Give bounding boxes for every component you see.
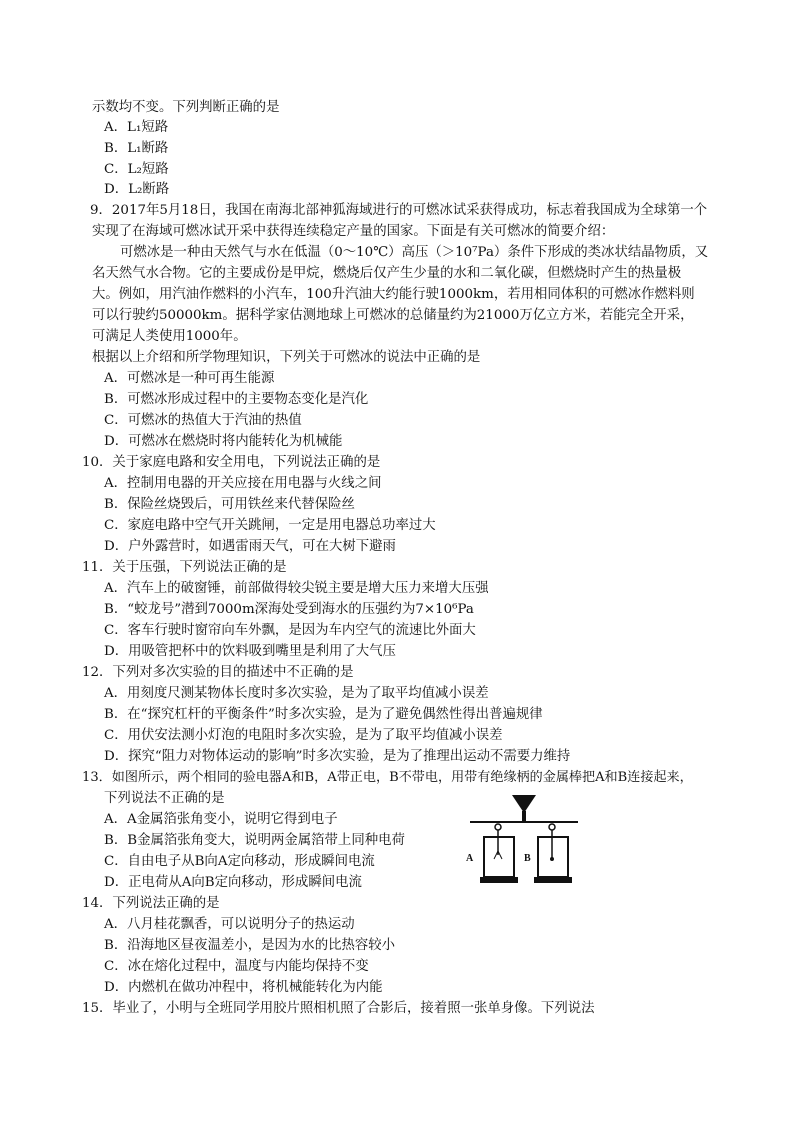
figure-label-b: B (524, 853, 531, 864)
q10-option-c: C．家庭电路中空气开关跳闸，一定是用电器总功率过大 (104, 518, 436, 533)
q9-option-d: D．可燃冰在燃烧时将内能转化为机械能 (104, 434, 343, 449)
q14-option-b: B．沿海地区昼夜温差小，是因为水的比热容较小 (104, 938, 396, 953)
electroscope-figure (462, 793, 586, 893)
q9-passage-line-1: 可燃冰是一种由天然气与水在低温（0～10℃）高压（＞10⁷Pa）条件下形成的类冰状结晶物质，又 (120, 245, 709, 260)
q8-option-d: D．L₂断路 (104, 182, 170, 197)
q15-stem: 15．毕业了，小明与全班同学用胶片照相机照了合影后，接着照一张单身像。下列说法 (82, 1001, 595, 1016)
q8-option-b: B．L₁断路 (104, 141, 169, 156)
q12-option-c: C．用伏安法测小灯泡的电阻时多次实验，是为了取平均值减小误差 (104, 728, 503, 743)
electroscope-a (480, 824, 518, 883)
q13-option-a: A．A金属箔张角变小，说明它得到电子 (104, 812, 338, 827)
q14-option-d: D．内燃机在做功冲程中，将机械能转化为内能 (104, 980, 383, 995)
q11-stem: 11．关于压强，下列说法正确的是 (82, 560, 287, 575)
electroscope-b (534, 824, 572, 883)
q10-option-a: A．控制用电器的开关应接在用电器与火线之间 (104, 476, 382, 491)
q11-option-d: D．用吸管把杯中的饮料吸到嘴里是利用了大气压 (104, 644, 396, 659)
q11-option-c: C．客车行驶时窗帘向车外飘，是因为车内空气的流速比外面大 (104, 623, 476, 638)
q9-question: 根据以上介绍和所学物理知识，下列关于可燃冰的说法中正确的是 (92, 350, 481, 365)
q14-stem: 14．下列说法正确的是 (82, 896, 220, 911)
q11-option-b: B．“蛟龙号”潜到7000m深海处受到海水的压强约为7×10⁶Pa (104, 602, 474, 617)
insulated-handle (512, 795, 536, 813)
q9-passage-line-5: 可满足人类使用1000年。 (92, 329, 247, 344)
q9-passage-line-2: 名天然气水合物。它的主要成份是甲烷，燃烧后仅产生少量的水和二氧化碳，但燃烧时产生的热量极 (92, 266, 682, 281)
handle-stem (522, 811, 526, 821)
q13-option-c: C．自由电子从B向A定向移动，形成瞬间电流 (104, 854, 375, 869)
q9-stem-line-2: 实现了在海域可燃冰试开采中获得连续稳定产量的国家。下面是有关可燃冰的简要介绍： (92, 224, 615, 239)
q9-stem-line-1: 9．2017年5月18日，我国在南海北部神狐海域进行的可燃冰试采获得成功，标志着我国成为全球第一个 (90, 203, 708, 218)
electroscope-diagram (462, 793, 586, 893)
q10-option-b: B．保险丝烧毁后，可用铁丝来代替保险丝 (104, 497, 355, 512)
q11-option-a: A．汽车上的破窗锤，前部做得较尖锐主要是增大压力来增大压强 (104, 581, 489, 596)
q13-stem-line-2: 下列说法不正确的是 (104, 791, 225, 806)
q14-option-a: A．八月桂花飘香，可以说明分子的热运动 (104, 917, 355, 932)
q12-stem: 12．下列对多次实验的目的描述中不正确的是 (82, 665, 354, 680)
q9-passage-line-3: 大。例如，用汽油作燃料的小汽车，100升汽油大约能行驶1000km，若用相同体积的可燃冰作燃料则 (92, 287, 695, 302)
q14-option-c: C．冰在熔化过程中，温度与内能均保持不变 (104, 959, 369, 974)
q13-option-b: B．B金属箔张角变大，说明两金属箔带上同种电荷 (104, 833, 405, 848)
q8-option-c: C．L₂短路 (104, 162, 169, 177)
q8-stem-continuation: 示数均不变。下列判断正确的是 (92, 100, 280, 115)
q9-option-a: A．可燃冰是一种可再生能源 (104, 371, 275, 386)
q8-option-a: A．L₁短路 (104, 120, 169, 135)
q13-stem-line-1: 13．如图所示，两个相同的验电器A和B，A带正电，B不带电，用带有绝缘柄的金属棒把A和B连接起来， (82, 770, 693, 785)
q9-option-b: B．可燃冰形成过程中的主要物态变化是汽化 (104, 392, 369, 407)
q10-option-d: D．户外露营时，如遇雷雨天气，可在大树下避雨 (104, 539, 396, 554)
q13-option-d: D．正电荷从A向B定向移动，形成瞬间电流 (104, 875, 362, 890)
q12-option-d: D．探究“阻力对物体运动的影响”时多次实验，是为了推理出运动不需要力维持 (104, 749, 571, 764)
figure-label-a: A (466, 853, 474, 864)
q12-option-b: B．在“探究杠杆的平衡条件”时多次实验，是为了避免偶然性得出普遍规律 (104, 707, 543, 722)
q12-option-a: A．用刻度尺测某物体长度时多次实验，是为了取平均值减小误差 (104, 686, 489, 701)
q9-passage-line-4: 可以行驶约50000km。据科学家估测地球上可燃冰的总储量约为21000万亿立方米，若能完全开采， (92, 308, 694, 323)
q9-option-c: C．可燃冰的热值大于汽油的热值 (104, 413, 302, 428)
q10-stem: 10．关于家庭电路和安全用电，下列说法正确的是 (82, 455, 381, 470)
